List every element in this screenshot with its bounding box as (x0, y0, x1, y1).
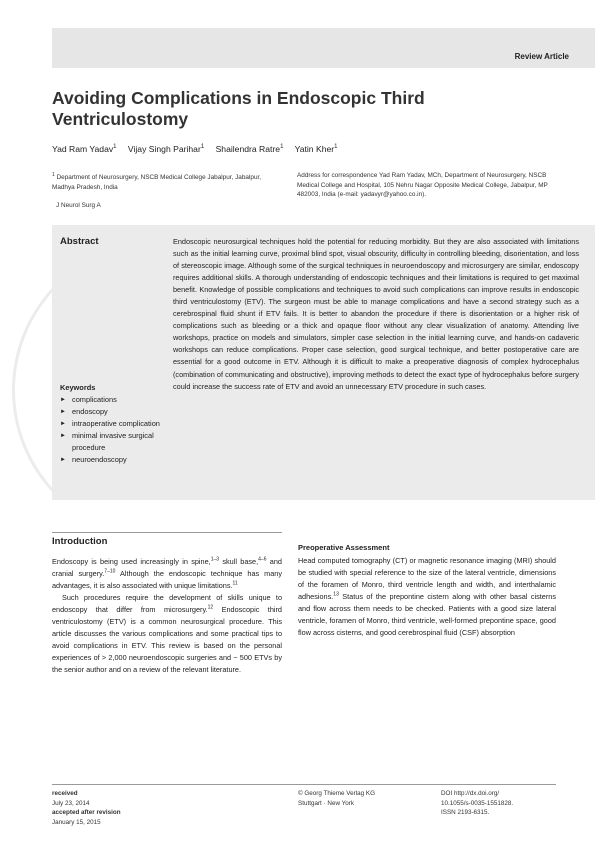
footer-rule (52, 784, 556, 785)
abstract-box (52, 225, 595, 500)
introduction-heading: Introduction (52, 536, 108, 547)
section-rule (52, 532, 282, 533)
keywords-list (60, 394, 165, 466)
intro-paragraph-1: Endoscopy is being used increasingly in spine,$^{1-3}$ skull base,$^{4-6}$ and cranial surgery.$^{7-10}$ Although the endoscopic technique has many advantages, it is also associated with unique limitations.$^{11}$ (52, 556, 282, 590)
author-2: Vijay Singh Parihar$^1$ (127, 144, 205, 154)
preoperative-paragraph: Head computed tomography (CT) or magnetic resonance imaging (MRI) should be studied with special reference to the size of the lateral ventricle, dimensions of the foramen of Monro, third ventricle length and width, and interthalamic adhesions.$^{13}$ Status of the prepontine cistern along with other basal cisterns and flow across them needs to be checked. Patients with a good size lateral ventricle, foramen of Monro, third ventricle, well-formed prepontine space, good flow across cisterns, and good cerebrospinal fluid (CSF) absorption (298, 556, 556, 637)
footer-doi: DOI http://dx.doi.org/ 10.1055/s-0035-1551828. ISSN 2193-6315. (441, 790, 514, 816)
author-list (52, 144, 346, 154)
keywords-heading: Keywords (60, 383, 96, 392)
abstract-heading: Abstract (60, 236, 99, 247)
author-3: Shailendra Ratre$^1$ (215, 144, 284, 154)
right-column (298, 532, 556, 639)
keyword-item: ► neuroendoscopy (60, 454, 165, 466)
article-type-label: Review Article (514, 52, 569, 61)
keywords-block (60, 382, 165, 466)
journal-reference: J Neurol Surg A (56, 202, 101, 209)
header-band (52, 28, 595, 68)
footer-dates: received July 23, 2014 accepted after revision January 15, 2015 (52, 790, 121, 826)
intro-paragraph-2: Such procedures require the development of skills unique to endoscopy that differ from microsurgery.$^{12}$ Endoscopic third ventriculostomy (ETV) is a common neurosurgical procedure. This article discusses the various complications and some practical tips to avoid complications in ETV. This review is based on the personal experiences of > 2,000 neuroendoscopic surgeries and ~ 500 ETVs by the senior author and on a review of the relevant literature. (52, 593, 282, 674)
affiliation: $^1$ Department of Neurosurgery, NSCB Medical College Jabalpur, Jabalpur, Madhya Pradesh, India (52, 172, 262, 191)
abstract-text: Endoscopic neurosurgical techniques hold the potential for reducing morbidity. But they are also associated with limitations such as the initial learning curve, proximal blind spot, visual obscurity, difficulty in controlling bleeding, disorientation, and loss of stereoscopic image. Although some of the surgical techniques in neuroendoscopy and microsurgery are similar, endoscopy requires additional skills. A thorough understanding of endoscopic techniques and their limitations is required to get maximal benefit. Knowledge of possible complications and techniques to avoid such complications can improve results in endoscopic third ventriculostomy (ETV). The surgeon must be able to manage complications and have a second strategy such as a cerebrospinal fluid shunt if ETV fails. It is better to abandon the procedure if there is disorientation or a higher risk of complications such as bleeding or a thick and opaque floor without any clear visualization of anatomy. Attending live workshops, practice on models and simulators, simpler case selection in the initial learning curve, and hands-on cadaveric workshops can reduce complications. Proper case selection, good surgical technique, and better postoperative care are essential for a good outcome in ETV. Although it is difficult to make a preoperative diagnosis of complex hydrocephalus (combination of communicating and obstructive), improving methods to detect the exact type of hydrocephalus before surgery could increase the success rate of ETV and avoid an unnecessary ETV procedure in such cases. (173, 237, 579, 391)
keyword-item: ► endoscopy (60, 406, 165, 418)
author-4: Yatin Kher$^1$ (294, 144, 338, 154)
keyword-item: ► complications (60, 394, 165, 406)
correspondence-address: Address for correspondence Yad Ram Yadav, MCh, Department of Neurosurgery, NSCB Medical College and Hospital, 105 Nehru Nagar Opposite Medical College, Jabalpur, MP 482003, India (e-mail: yadavyr@yahoo.co.in). (297, 172, 548, 198)
author-1: Yad Ram Yadav$^1$ (52, 144, 117, 154)
preoperative-heading: Preoperative Assessment (298, 543, 390, 552)
footer-publisher: © Georg Thieme Verlag KG Stuttgart · New York (298, 790, 375, 807)
keyword-item: ► intraoperative complication (60, 418, 165, 430)
keyword-item: ► minimal invasive surgical procedure (60, 430, 165, 454)
left-column (52, 556, 282, 676)
article-title: Avoiding Complications in Endoscopic Third Ventriculostomy (52, 88, 425, 129)
